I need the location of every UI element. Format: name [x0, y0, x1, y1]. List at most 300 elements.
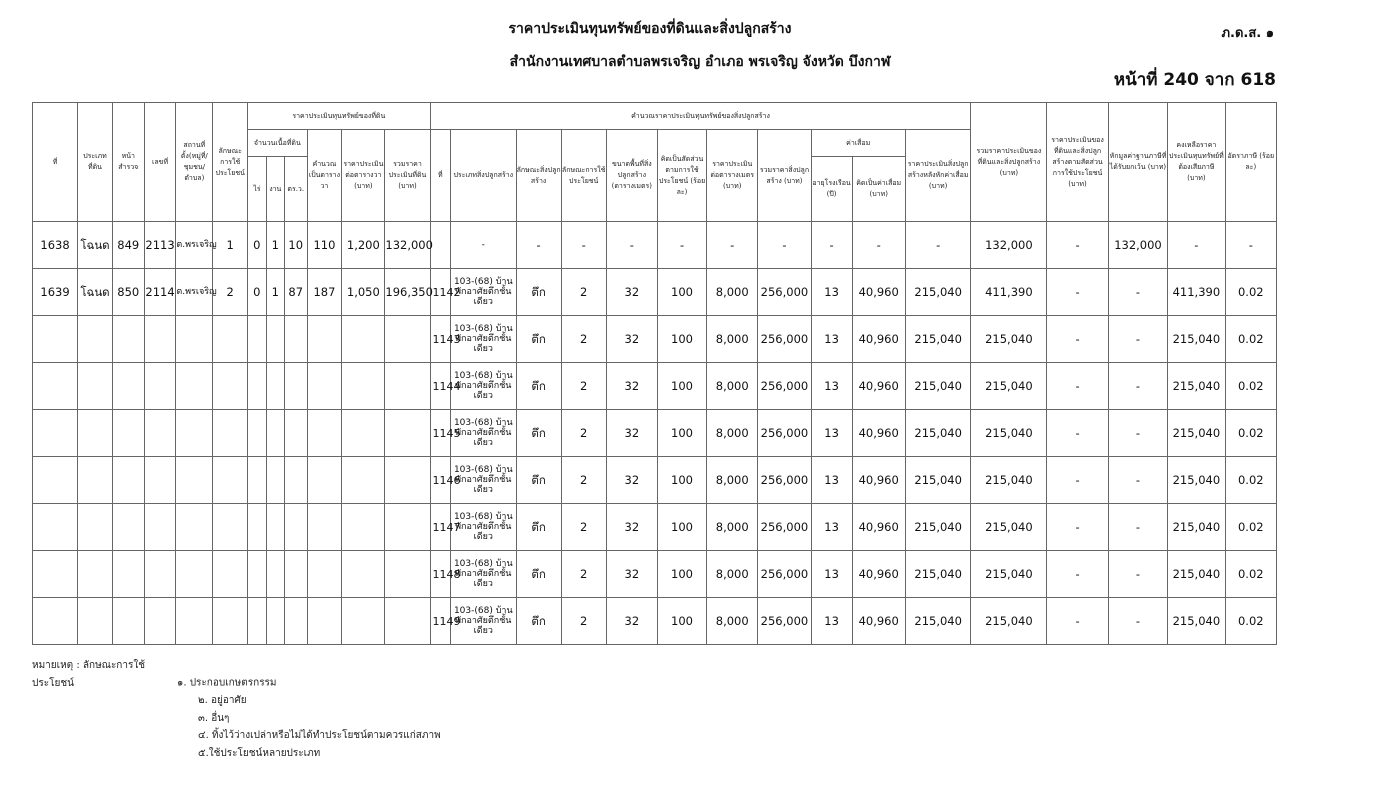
cell-building-percent: 100	[657, 410, 706, 457]
cell-use	[213, 457, 248, 504]
cell-rai	[248, 457, 266, 504]
col-building-use: ลักษณะการใช้ประโยชน์	[561, 130, 606, 222]
table-row	[33, 551, 1277, 598]
cell-calc-sqwa	[307, 410, 342, 457]
cell-ngan	[266, 504, 284, 551]
cell-deduction: -	[1108, 598, 1167, 645]
table-row	[33, 504, 1277, 551]
cell-no	[33, 363, 78, 410]
cell-building-use: 2	[561, 504, 606, 551]
cell-building-total: 256,000	[758, 457, 811, 504]
cell-remaining: 411,390	[1168, 269, 1225, 316]
form-code: ภ.ด.ส. ๑	[1221, 26, 1274, 41]
table-row	[33, 363, 1277, 410]
cell-deduction: -	[1108, 504, 1167, 551]
cell-tax-rate: 0.02	[1225, 551, 1276, 598]
cell-building-after-dep: 215,040	[905, 504, 971, 551]
cell-use	[213, 363, 248, 410]
cell-calc-sqwa: 187	[307, 269, 342, 316]
cell-building-percent: 100	[657, 363, 706, 410]
col-mixed-value: ราคาประเมินของที่ดินและสิ่งปลูกสร้างตามสัดส่วนการใช้ประโยชน์ (บาท)	[1047, 103, 1108, 222]
cell-building-total: -	[758, 222, 811, 269]
cell-doc-type: โฉนด	[78, 222, 113, 269]
cell-building-age: 13	[811, 269, 852, 316]
cell-building-no: 1147	[430, 504, 450, 551]
col-building-no: ที่	[430, 130, 450, 222]
cell-building-size: 32	[606, 269, 657, 316]
cell-no	[33, 316, 78, 363]
table-row	[33, 316, 1277, 363]
col-use: ลักษณะการใช้ประโยชน์	[213, 103, 248, 222]
cell-location	[176, 410, 213, 457]
cell-land-total	[385, 504, 430, 551]
table-row	[33, 457, 1277, 504]
col-doc-type: ประเภทที่ดิน	[78, 103, 113, 222]
cell-building-total: 256,000	[758, 363, 811, 410]
cell-building-type: 103-(68) บ้านพักอาศัยตึกชั้นเดียว	[451, 316, 517, 363]
cell-total-value: 132,000	[971, 222, 1047, 269]
cell-doc-no	[144, 457, 176, 504]
cell-ngan	[266, 363, 284, 410]
cell-remaining: 215,040	[1168, 551, 1225, 598]
cell-wa	[284, 316, 307, 363]
cell-wa	[284, 457, 307, 504]
cell-total-value: 215,040	[971, 363, 1047, 410]
cell-building-size: 32	[606, 598, 657, 645]
cell-calc-sqwa: 110	[307, 222, 342, 269]
cell-doc-no	[144, 598, 176, 645]
note-item: ๔. ทิ้งไว้ว่างเปล่าหรือไม่ได้ทำประโยชน์ตามควรแก่สภาพ	[198, 730, 441, 741]
cell-doc-no	[144, 363, 176, 410]
cell-price-per-sqwa	[342, 457, 385, 504]
cell-doc-type	[78, 598, 113, 645]
cell-dep-amount: -	[852, 222, 905, 269]
cell-price-per-sqwa	[342, 504, 385, 551]
cell-dep-amount: 40,960	[852, 316, 905, 363]
cell-no	[33, 457, 78, 504]
cell-building-age: 13	[811, 504, 852, 551]
cell-wa	[284, 551, 307, 598]
cell-wa	[284, 363, 307, 410]
cell-building-size: 32	[606, 551, 657, 598]
cell-building-no: 1142	[430, 269, 450, 316]
col-building-size: ขนาดพื้นที่สิ่งปลูกสร้าง (ตารางเมตร)	[606, 130, 657, 222]
cell-building-no: 1143	[430, 316, 450, 363]
col-building-percent: คิดเป็นสัดส่วนตามการใช้ประโยชน์ (ร้อยละ)	[657, 130, 706, 222]
group-land: ราคาประเมินทุนทรัพย์ของที่ดิน	[248, 103, 430, 130]
cell-price-per-sqwa	[342, 598, 385, 645]
cell-building-size: -	[606, 222, 657, 269]
cell-remaining: 215,040	[1168, 598, 1225, 645]
cell-ngan	[266, 457, 284, 504]
cell-deduction: -	[1108, 551, 1167, 598]
cell-price-per-sqwa	[342, 363, 385, 410]
col-dep-amount: คิดเป็นค่าเสื่อม (บาท)	[852, 157, 905, 222]
cell-tax-rate: 0.02	[1225, 316, 1276, 363]
cell-building-type: 103-(68) บ้านพักอาศัยตึกชั้นเดียว	[451, 457, 517, 504]
cell-remaining: 215,040	[1168, 316, 1225, 363]
cell-doc-type	[78, 504, 113, 551]
cell-building-after-dep: 215,040	[905, 316, 971, 363]
cell-building-type: 103-(68) บ้านพักอาศัยตึกชั้นเดียว	[451, 598, 517, 645]
cell-tax-rate: 0.02	[1225, 598, 1276, 645]
cell-calc-sqwa	[307, 551, 342, 598]
cell-dep-amount: 40,960	[852, 363, 905, 410]
cell-building-percent: 100	[657, 269, 706, 316]
cell-ngan: 1	[266, 269, 284, 316]
cell-building-kind: ตึก	[516, 316, 561, 363]
cell-total-value: 215,040	[971, 316, 1047, 363]
cell-building-after-dep: 215,040	[905, 410, 971, 457]
cell-building-age: 13	[811, 551, 852, 598]
cell-no	[33, 504, 78, 551]
cell-total-value: 215,040	[971, 598, 1047, 645]
col-building-total: รวมราคาสิ่งปลูกสร้าง (บาท)	[758, 130, 811, 222]
cell-survey-page	[112, 410, 144, 457]
cell-building-type: 103-(68) บ้านพักอาศัยตึกชั้นเดียว	[451, 551, 517, 598]
cell-rai	[248, 316, 266, 363]
cell-total-value: 215,040	[971, 457, 1047, 504]
cell-survey-page	[112, 457, 144, 504]
cell-doc-type	[78, 551, 113, 598]
cell-rai: 0	[248, 222, 266, 269]
cell-rai	[248, 410, 266, 457]
cell-building-age: 13	[811, 410, 852, 457]
cell-wa	[284, 598, 307, 645]
group-depreciation: ค่าเสื่อม	[811, 130, 905, 157]
cell-no	[33, 551, 78, 598]
cell-dep-amount: 40,960	[852, 457, 905, 504]
cell-remaining: 215,040	[1168, 363, 1225, 410]
document-subtitle: สำนักงานเทศบาลตำบลพรเจริญ อำเภอ พรเจริญ จังหวัด บึงกาฬ	[509, 54, 891, 70]
cell-doc-no	[144, 316, 176, 363]
cell-building-price-sqm: -	[707, 222, 758, 269]
cell-tax-rate: 0.02	[1225, 410, 1276, 457]
cell-remaining: 215,040	[1168, 504, 1225, 551]
cell-building-kind: ตึก	[516, 269, 561, 316]
cell-building-total: 256,000	[758, 551, 811, 598]
cell-building-age: 13	[811, 316, 852, 363]
col-building-kind: ลักษณะสิ่งปลูกสร้าง	[516, 130, 561, 222]
cell-calc-sqwa	[307, 363, 342, 410]
cell-doc-type	[78, 410, 113, 457]
cell-mixed-value: -	[1047, 363, 1108, 410]
col-building-age: อายุโรงเรือน (ปี)	[811, 157, 852, 222]
cell-dep-amount: 40,960	[852, 410, 905, 457]
cell-tax-rate: 0.02	[1225, 504, 1276, 551]
cell-ngan	[266, 316, 284, 363]
cell-location	[176, 598, 213, 645]
cell-building-kind: ตึก	[516, 457, 561, 504]
table-row	[33, 222, 1277, 269]
cell-building-percent: 100	[657, 457, 706, 504]
cell-survey-page	[112, 598, 144, 645]
cell-survey-page: 850	[112, 269, 144, 316]
cell-survey-page	[112, 363, 144, 410]
cell-survey-page	[112, 551, 144, 598]
cell-no	[33, 598, 78, 645]
cell-mixed-value: -	[1047, 504, 1108, 551]
cell-building-after-dep: -	[905, 222, 971, 269]
cell-location	[176, 551, 213, 598]
cell-building-total: 256,000	[758, 410, 811, 457]
cell-location	[176, 316, 213, 363]
cell-price-per-sqwa: 1,050	[342, 269, 385, 316]
cell-no: 1638	[33, 222, 78, 269]
cell-building-size: 32	[606, 316, 657, 363]
cell-location	[176, 363, 213, 410]
cell-rai	[248, 363, 266, 410]
col-deduction: หักมูลค่าฐานภาษีที่ได้รับยกเว้น (บาท)	[1108, 103, 1167, 222]
col-tax-rate: อัตราภาษี (ร้อยละ)	[1225, 103, 1276, 222]
cell-building-use: 2	[561, 269, 606, 316]
cell-building-kind: ตึก	[516, 598, 561, 645]
col-land-total: รวมราคาประเมินที่ดิน (บาท)	[385, 130, 430, 222]
cell-building-kind: ตึก	[516, 551, 561, 598]
cell-mixed-value: -	[1047, 551, 1108, 598]
cell-doc-type	[78, 457, 113, 504]
cell-mixed-value: -	[1047, 222, 1108, 269]
table-row	[33, 410, 1277, 457]
cell-building-no: 1144	[430, 363, 450, 410]
cell-dep-amount: 40,960	[852, 504, 905, 551]
cell-land-total	[385, 316, 430, 363]
cell-survey-page	[112, 504, 144, 551]
cell-mixed-value: -	[1047, 316, 1108, 363]
cell-land-total	[385, 410, 430, 457]
cell-building-percent: -	[657, 222, 706, 269]
cell-location: ต.พรเจริญ	[176, 222, 213, 269]
note-item: ๑. ประกอบเกษตรกรรม	[177, 677, 277, 689]
group-area: จำนวนเนื้อที่ดิน	[248, 130, 307, 157]
cell-use: 1	[213, 222, 248, 269]
cell-tax-rate: 0.02	[1225, 269, 1276, 316]
notes-section	[32, 657, 441, 762]
cell-remaining: 215,040	[1168, 457, 1225, 504]
col-building-price-sqm: ราคาประเมินต่อตารางเมตร (บาท)	[707, 130, 758, 222]
cell-building-after-dep: 215,040	[905, 551, 971, 598]
cell-price-per-sqwa	[342, 410, 385, 457]
cell-building-total: 256,000	[758, 316, 811, 363]
cell-doc-no	[144, 504, 176, 551]
cell-building-total: 256,000	[758, 504, 811, 551]
cell-remaining: -	[1168, 222, 1225, 269]
cell-rai	[248, 504, 266, 551]
cell-use	[213, 316, 248, 363]
cell-deduction: -	[1108, 457, 1167, 504]
cell-total-value: 411,390	[971, 269, 1047, 316]
cell-building-size: 32	[606, 410, 657, 457]
cell-deduction: -	[1108, 410, 1167, 457]
cell-building-total: 256,000	[758, 598, 811, 645]
cell-building-percent: 100	[657, 598, 706, 645]
col-total-value: รวมราคาประเมินของที่ดินและสิ่งปลูกสร้าง (บาท)	[971, 103, 1047, 222]
cell-tax-rate: 0.02	[1225, 363, 1276, 410]
cell-calc-sqwa	[307, 457, 342, 504]
cell-survey-page: 849	[112, 222, 144, 269]
cell-building-kind: ตึก	[516, 363, 561, 410]
cell-building-type: 103-(68) บ้านพักอาศัยตึกชั้นเดียว	[451, 504, 517, 551]
col-location: สถานที่ตั้ง(หมู่ที่/ชุมชน/ตำบล)	[176, 103, 213, 222]
cell-price-per-sqwa	[342, 551, 385, 598]
cell-calc-sqwa	[307, 316, 342, 363]
cell-building-type: 103-(68) บ้านพักอาศัยตึกชั้นเดียว	[451, 410, 517, 457]
cell-wa	[284, 504, 307, 551]
cell-mixed-value: -	[1047, 457, 1108, 504]
col-rai: ไร่	[248, 157, 266, 222]
cell-doc-type: โฉนด	[78, 269, 113, 316]
col-doc-no: เลขที่	[144, 103, 176, 222]
col-survey-page: หน้าสำรวจ	[112, 103, 144, 222]
cell-total-value: 215,040	[971, 551, 1047, 598]
table-row	[33, 598, 1277, 645]
cell-mixed-value: -	[1047, 410, 1108, 457]
cell-use	[213, 598, 248, 645]
cell-deduction: -	[1108, 269, 1167, 316]
cell-building-use: 2	[561, 457, 606, 504]
cell-use	[213, 410, 248, 457]
cell-building-use: 2	[561, 363, 606, 410]
cell-land-total: 132,000	[385, 222, 430, 269]
cell-tax-rate: -	[1225, 222, 1276, 269]
cell-building-percent: 100	[657, 316, 706, 363]
cell-rai	[248, 551, 266, 598]
cell-building-type: 103-(68) บ้านพักอาศัยตึกชั้นเดียว	[451, 363, 517, 410]
note-item: ๕.ใช้ประโยชน์หลายประเภท	[198, 747, 321, 759]
cell-building-price-sqm: 8,000	[707, 269, 758, 316]
note-item: ๓. อื่นๆ	[198, 712, 230, 724]
cell-mixed-value: -	[1047, 269, 1108, 316]
cell-building-percent: 100	[657, 551, 706, 598]
cell-building-use: 2	[561, 316, 606, 363]
cell-building-type: -	[451, 222, 517, 269]
cell-building-use: 2	[561, 410, 606, 457]
col-ngan: งาน	[266, 157, 284, 222]
cell-use	[213, 504, 248, 551]
cell-doc-type	[78, 363, 113, 410]
cell-dep-amount: 40,960	[852, 269, 905, 316]
cell-rai	[248, 598, 266, 645]
cell-building-after-dep: 215,040	[905, 363, 971, 410]
cell-building-size: 32	[606, 363, 657, 410]
cell-building-kind: ตึก	[516, 410, 561, 457]
cell-price-per-sqwa: 1,200	[342, 222, 385, 269]
cell-land-total	[385, 457, 430, 504]
document-title: ราคาประเมินทุนทรัพย์ของที่ดินและสิ่งปลูกสร้าง	[508, 21, 792, 37]
cell-building-percent: 100	[657, 504, 706, 551]
cell-no	[33, 410, 78, 457]
cell-doc-no: 2114	[144, 269, 176, 316]
cell-building-no: 1145	[430, 410, 450, 457]
cell-building-no: 1149	[430, 598, 450, 645]
cell-no: 1639	[33, 269, 78, 316]
cell-dep-amount: 40,960	[852, 598, 905, 645]
cell-location: ต.พรเจริญ	[176, 269, 213, 316]
col-building-after-dep: ราคาประเมินสิ่งปลูกสร้างหลังหักค่าเสื่อม (บาท)	[905, 130, 971, 222]
cell-building-use: 2	[561, 598, 606, 645]
cell-wa	[284, 410, 307, 457]
cell-deduction: 132,000	[1108, 222, 1167, 269]
cell-land-total	[385, 598, 430, 645]
cell-building-use: 2	[561, 551, 606, 598]
cell-calc-sqwa	[307, 504, 342, 551]
cell-building-age: 13	[811, 363, 852, 410]
cell-building-after-dep: 215,040	[905, 269, 971, 316]
cell-building-age: 13	[811, 598, 852, 645]
cell-total-value: 215,040	[971, 504, 1047, 551]
cell-mixed-value: -	[1047, 598, 1108, 645]
cell-building-after-dep: 215,040	[905, 598, 971, 645]
cell-land-total	[385, 551, 430, 598]
valuation-table	[32, 102, 1277, 645]
cell-location	[176, 504, 213, 551]
cell-building-age: -	[811, 222, 852, 269]
cell-doc-no	[144, 410, 176, 457]
cell-wa: 87	[284, 269, 307, 316]
cell-building-size: 32	[606, 504, 657, 551]
cell-building-price-sqm: 8,000	[707, 598, 758, 645]
cell-building-price-sqm: 8,000	[707, 457, 758, 504]
cell-location	[176, 457, 213, 504]
cell-building-size: 32	[606, 457, 657, 504]
cell-ngan	[266, 598, 284, 645]
cell-price-per-sqwa	[342, 316, 385, 363]
cell-building-age: 13	[811, 457, 852, 504]
cell-ngan: 1	[266, 222, 284, 269]
cell-building-price-sqm: 8,000	[707, 410, 758, 457]
cell-building-price-sqm: 8,000	[707, 504, 758, 551]
cell-ngan	[266, 410, 284, 457]
cell-building-total: 256,000	[758, 269, 811, 316]
table-row	[33, 269, 1277, 316]
cell-building-kind: ตึก	[516, 504, 561, 551]
cell-building-kind: -	[516, 222, 561, 269]
cell-use: 2	[213, 269, 248, 316]
cell-building-no	[430, 222, 450, 269]
cell-dep-amount: 40,960	[852, 551, 905, 598]
page-indicator: หน้าที่ 240 จาก 618	[1113, 70, 1276, 90]
cell-ngan	[266, 551, 284, 598]
note-item: ๒. อยู่อาศัย	[198, 695, 247, 706]
notes-label: หมายเหตุ : ลักษณะการใช้ประโยชน์	[32, 660, 146, 689]
cell-doc-type	[78, 316, 113, 363]
cell-total-value: 215,040	[971, 410, 1047, 457]
cell-use	[213, 551, 248, 598]
cell-building-no: 1146	[430, 457, 450, 504]
cell-land-total	[385, 363, 430, 410]
cell-wa: 10	[284, 222, 307, 269]
col-calc-sqwa: คำนวณเป็นตารางวา	[307, 130, 342, 222]
cell-building-no: 1148	[430, 551, 450, 598]
cell-tax-rate: 0.02	[1225, 457, 1276, 504]
cell-building-price-sqm: 8,000	[707, 551, 758, 598]
cell-calc-sqwa	[307, 598, 342, 645]
col-no: ที่	[33, 103, 78, 222]
cell-building-price-sqm: 8,000	[707, 316, 758, 363]
cell-building-price-sqm: 8,000	[707, 363, 758, 410]
cell-land-total: 196,350	[385, 269, 430, 316]
cell-doc-no: 2113	[144, 222, 176, 269]
cell-remaining: 215,040	[1168, 410, 1225, 457]
cell-building-type: 103-(68) บ้านพักอาศัยตึกชั้นเดียว	[451, 269, 517, 316]
cell-deduction: -	[1108, 316, 1167, 363]
col-remaining: คงเหลือราคาประเมินทุนทรัพย์ที่ต้องเสียภาษี (บาท)	[1168, 103, 1225, 222]
col-wa: ตร.ว.	[284, 157, 307, 222]
cell-doc-no	[144, 551, 176, 598]
group-building: คำนวณราคาประเมินทุนทรัพย์ของสิ่งปลูกสร้าง	[430, 103, 971, 130]
cell-survey-page	[112, 316, 144, 363]
cell-deduction: -	[1108, 363, 1167, 410]
